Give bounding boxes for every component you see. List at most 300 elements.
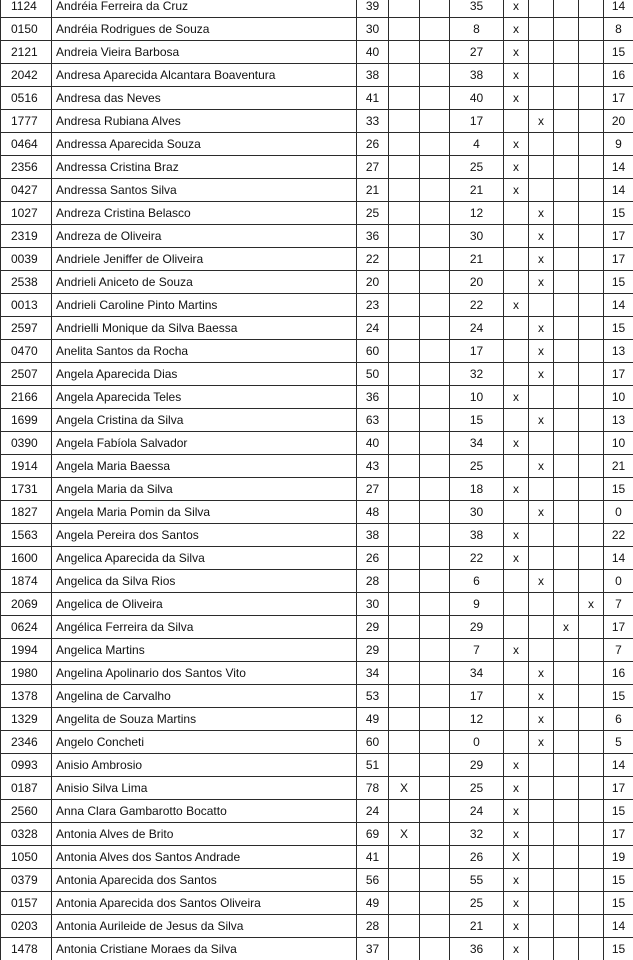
age-cell: 21	[357, 179, 389, 202]
record-code-cell: 1050	[1, 846, 52, 869]
mark-cell-4	[529, 777, 554, 800]
mark-cell-2	[420, 133, 450, 156]
table-row	[1, 0, 633, 18]
mark-cell-1	[389, 547, 420, 570]
table-row	[1, 869, 633, 892]
count-cell: 55	[450, 869, 504, 892]
record-code-cell: 0624	[1, 616, 52, 639]
record-code-cell: 1731	[1, 478, 52, 501]
count-cell: 30	[450, 501, 504, 524]
age-cell: 60	[357, 340, 389, 363]
person-name-cell: Angela Maria Pomin da Silva	[52, 501, 357, 524]
mark-cell-2	[420, 0, 450, 18]
mark-cell-1	[389, 593, 420, 616]
mark-cell-6	[579, 846, 604, 869]
mark-cell-4	[529, 639, 554, 662]
mark-cell-4: x	[529, 570, 554, 593]
mark-cell-2	[420, 87, 450, 110]
total-cell: 14	[604, 179, 633, 202]
table-row	[1, 915, 633, 938]
mark-cell-3: x	[504, 938, 529, 960]
age-cell: 27	[357, 156, 389, 179]
table-row	[1, 317, 633, 340]
mark-cell-1	[389, 915, 420, 938]
mark-cell-6	[579, 432, 604, 455]
mark-cell-2	[420, 547, 450, 570]
table-row	[1, 133, 633, 156]
mark-cell-3	[504, 317, 529, 340]
total-cell: 15	[604, 800, 633, 823]
age-cell: 37	[357, 938, 389, 960]
mark-cell-3: x	[504, 87, 529, 110]
age-cell: 26	[357, 547, 389, 570]
record-code-cell: 2538	[1, 271, 52, 294]
total-cell: 7	[604, 639, 633, 662]
mark-cell-6	[579, 18, 604, 41]
mark-cell-6	[579, 294, 604, 317]
mark-cell-3: x	[504, 294, 529, 317]
mark-cell-5	[554, 915, 579, 938]
person-name-cell: Antonia Alves de Brito	[52, 823, 357, 846]
person-name-cell: Andrieli Caroline Pinto Martins	[52, 294, 357, 317]
mark-cell-6	[579, 133, 604, 156]
person-name-cell: Angélica Ferreira da Silva	[52, 616, 357, 639]
count-cell: 8	[450, 18, 504, 41]
mark-cell-5	[554, 64, 579, 87]
total-cell: 17	[604, 777, 633, 800]
mark-cell-1	[389, 455, 420, 478]
mark-cell-5	[554, 547, 579, 570]
mark-cell-3	[504, 363, 529, 386]
mark-cell-1	[389, 133, 420, 156]
table-row	[1, 685, 633, 708]
mark-cell-4	[529, 64, 554, 87]
mark-cell-6	[579, 501, 604, 524]
record-code-cell: 2346	[1, 731, 52, 754]
total-cell: 14	[604, 547, 633, 570]
age-cell: 34	[357, 662, 389, 685]
person-name-cell: Andressa Santos Silva	[52, 179, 357, 202]
mark-cell-5	[554, 777, 579, 800]
mark-cell-6	[579, 156, 604, 179]
mark-cell-3: x	[504, 915, 529, 938]
mark-cell-5	[554, 593, 579, 616]
mark-cell-6	[579, 892, 604, 915]
total-cell: 15	[604, 892, 633, 915]
mark-cell-4	[529, 593, 554, 616]
age-cell: 39	[357, 0, 389, 18]
mark-cell-6	[579, 570, 604, 593]
person-name-cell: Anisio Silva Lima	[52, 777, 357, 800]
mark-cell-3	[504, 110, 529, 133]
total-cell: 16	[604, 662, 633, 685]
mark-cell-2	[420, 685, 450, 708]
table-row	[1, 777, 633, 800]
mark-cell-4	[529, 754, 554, 777]
record-code-cell: 0516	[1, 87, 52, 110]
mark-cell-2	[420, 823, 450, 846]
count-cell: 38	[450, 64, 504, 87]
mark-cell-6	[579, 271, 604, 294]
total-cell: 8	[604, 18, 633, 41]
table-row	[1, 593, 633, 616]
record-code-cell: 0150	[1, 18, 52, 41]
mark-cell-6	[579, 478, 604, 501]
mark-cell-2	[420, 501, 450, 524]
mark-cell-2	[420, 202, 450, 225]
table-row	[1, 409, 633, 432]
mark-cell-1	[389, 156, 420, 179]
person-name-cell: Anelita Santos da Rocha	[52, 340, 357, 363]
person-name-cell: Andréia Ferreira da Cruz	[52, 0, 357, 18]
record-code-cell: 0993	[1, 754, 52, 777]
mark-cell-5	[554, 846, 579, 869]
age-cell: 41	[357, 87, 389, 110]
mark-cell-3	[504, 340, 529, 363]
person-name-cell: Andriele Jeniffer de Oliveira	[52, 248, 357, 271]
record-code-cell: 0328	[1, 823, 52, 846]
count-cell: 22	[450, 294, 504, 317]
age-cell: 48	[357, 501, 389, 524]
person-name-cell: Anisio Ambrosio	[52, 754, 357, 777]
record-code-cell: 0470	[1, 340, 52, 363]
age-cell: 69	[357, 823, 389, 846]
mark-cell-1	[389, 41, 420, 64]
mark-cell-4	[529, 823, 554, 846]
record-code-cell: 1378	[1, 685, 52, 708]
mark-cell-1	[389, 754, 420, 777]
person-name-cell: Angelica de Oliveira	[52, 593, 357, 616]
mark-cell-2	[420, 800, 450, 823]
count-cell: 21	[450, 915, 504, 938]
mark-cell-6	[579, 616, 604, 639]
total-cell: 0	[604, 501, 633, 524]
mark-cell-2	[420, 777, 450, 800]
mark-cell-6	[579, 409, 604, 432]
total-cell: 17	[604, 823, 633, 846]
mark-cell-5	[554, 478, 579, 501]
mark-cell-2	[420, 616, 450, 639]
age-cell: 51	[357, 754, 389, 777]
mark-cell-3	[504, 271, 529, 294]
mark-cell-6	[579, 915, 604, 938]
table-row	[1, 87, 633, 110]
count-cell: 32	[450, 823, 504, 846]
age-cell: 36	[357, 386, 389, 409]
record-code-cell: 1914	[1, 455, 52, 478]
count-cell: 29	[450, 616, 504, 639]
mark-cell-4: x	[529, 731, 554, 754]
record-code-cell: 1124	[1, 0, 52, 18]
mark-cell-6	[579, 777, 604, 800]
mark-cell-3	[504, 225, 529, 248]
mark-cell-3	[504, 708, 529, 731]
table-row	[1, 41, 633, 64]
count-cell: 21	[450, 179, 504, 202]
age-cell: 40	[357, 41, 389, 64]
mark-cell-1	[389, 248, 420, 271]
mark-cell-3: x	[504, 156, 529, 179]
mark-cell-1	[389, 271, 420, 294]
mark-cell-6	[579, 340, 604, 363]
mark-cell-4	[529, 41, 554, 64]
mark-cell-5	[554, 662, 579, 685]
table-row	[1, 18, 633, 41]
mark-cell-4: x	[529, 317, 554, 340]
count-cell: 12	[450, 708, 504, 731]
person-name-cell: Andreza Cristina Belasco	[52, 202, 357, 225]
table-row	[1, 547, 633, 570]
mark-cell-6	[579, 248, 604, 271]
mark-cell-6	[579, 708, 604, 731]
mark-cell-6	[579, 179, 604, 202]
table-row	[1, 800, 633, 823]
person-name-cell: Andressa Cristina Braz	[52, 156, 357, 179]
mark-cell-3: x	[504, 64, 529, 87]
person-name-cell: Andreza de Oliveira	[52, 225, 357, 248]
mark-cell-6	[579, 823, 604, 846]
mark-cell-1	[389, 363, 420, 386]
mark-cell-2	[420, 869, 450, 892]
mark-cell-3: x	[504, 179, 529, 202]
age-cell: 30	[357, 18, 389, 41]
record-code-cell: 1699	[1, 409, 52, 432]
total-cell: 20	[604, 110, 633, 133]
person-name-cell: Andrielli Monique da Silva Baessa	[52, 317, 357, 340]
count-cell: 26	[450, 846, 504, 869]
table-row	[1, 754, 633, 777]
mark-cell-3: x	[504, 869, 529, 892]
mark-cell-5	[554, 41, 579, 64]
mark-cell-3	[504, 685, 529, 708]
record-code-cell: 0157	[1, 892, 52, 915]
mark-cell-5	[554, 225, 579, 248]
person-name-cell: Angelina de Carvalho	[52, 685, 357, 708]
total-cell: 9	[604, 133, 633, 156]
total-cell: 16	[604, 64, 633, 87]
count-cell: 15	[450, 409, 504, 432]
record-code-cell: 1563	[1, 524, 52, 547]
mark-cell-5	[554, 501, 579, 524]
count-cell: 38	[450, 524, 504, 547]
mark-cell-2	[420, 915, 450, 938]
mark-cell-1	[389, 64, 420, 87]
count-cell: 30	[450, 225, 504, 248]
mark-cell-1	[389, 708, 420, 731]
mark-cell-4	[529, 156, 554, 179]
age-cell: 41	[357, 846, 389, 869]
mark-cell-3	[504, 455, 529, 478]
mark-cell-1	[389, 110, 420, 133]
record-code-cell: 1994	[1, 639, 52, 662]
mark-cell-4	[529, 616, 554, 639]
mark-cell-3: x	[504, 547, 529, 570]
mark-cell-3: x	[504, 754, 529, 777]
mark-cell-6	[579, 455, 604, 478]
mark-cell-1	[389, 340, 420, 363]
person-name-cell: Angelica Aparecida da Silva	[52, 547, 357, 570]
total-cell: 22	[604, 524, 633, 547]
count-cell: 25	[450, 892, 504, 915]
mark-cell-2	[420, 317, 450, 340]
mark-cell-5	[554, 570, 579, 593]
mark-cell-6	[579, 869, 604, 892]
mark-cell-4	[529, 294, 554, 317]
count-cell: 25	[450, 777, 504, 800]
mark-cell-4: x	[529, 455, 554, 478]
record-code-cell: 0379	[1, 869, 52, 892]
person-name-cell: Angela Maria Baessa	[52, 455, 357, 478]
mark-cell-1	[389, 892, 420, 915]
mark-cell-5	[554, 87, 579, 110]
mark-cell-1	[389, 409, 420, 432]
mark-cell-6	[579, 524, 604, 547]
age-cell: 24	[357, 800, 389, 823]
age-cell: 27	[357, 478, 389, 501]
mark-cell-3	[504, 662, 529, 685]
record-code-cell: 0464	[1, 133, 52, 156]
table-row	[1, 225, 633, 248]
total-cell: 13	[604, 340, 633, 363]
mark-cell-5	[554, 731, 579, 754]
mark-cell-5: x	[554, 616, 579, 639]
total-cell: 14	[604, 0, 633, 18]
mark-cell-1: X	[389, 823, 420, 846]
mark-cell-6	[579, 110, 604, 133]
mark-cell-4: x	[529, 248, 554, 271]
total-cell: 17	[604, 225, 633, 248]
mark-cell-5	[554, 110, 579, 133]
count-cell: 32	[450, 363, 504, 386]
count-cell: 10	[450, 386, 504, 409]
mark-cell-1	[389, 432, 420, 455]
mark-cell-4	[529, 846, 554, 869]
table-row	[1, 64, 633, 87]
count-cell: 20	[450, 271, 504, 294]
table-row	[1, 892, 633, 915]
mark-cell-5	[554, 386, 579, 409]
count-cell: 7	[450, 639, 504, 662]
mark-cell-2	[420, 432, 450, 455]
mark-cell-2	[420, 363, 450, 386]
person-name-cell: Andresa Rubiana Alves	[52, 110, 357, 133]
table-row	[1, 271, 633, 294]
age-cell: 78	[357, 777, 389, 800]
table-row	[1, 478, 633, 501]
mark-cell-3: x	[504, 478, 529, 501]
mark-cell-3	[504, 570, 529, 593]
mark-cell-4	[529, 0, 554, 18]
mark-cell-4	[529, 800, 554, 823]
mark-cell-3: x	[504, 800, 529, 823]
mark-cell-2	[420, 248, 450, 271]
mark-cell-5	[554, 639, 579, 662]
count-cell: 24	[450, 800, 504, 823]
mark-cell-3: x	[504, 892, 529, 915]
table-row	[1, 156, 633, 179]
record-code-cell: 1827	[1, 501, 52, 524]
mark-cell-4: x	[529, 202, 554, 225]
table-row	[1, 938, 633, 960]
person-name-cell: Andreia Vieira Barbosa	[52, 41, 357, 64]
mark-cell-1	[389, 317, 420, 340]
table-row	[1, 524, 633, 547]
total-cell: 15	[604, 202, 633, 225]
mark-cell-5	[554, 133, 579, 156]
count-cell: 18	[450, 478, 504, 501]
record-code-cell: 1329	[1, 708, 52, 731]
age-cell: 38	[357, 64, 389, 87]
count-cell: 27	[450, 41, 504, 64]
age-cell: 56	[357, 869, 389, 892]
person-name-cell: Angela Aparecida Teles	[52, 386, 357, 409]
mark-cell-2	[420, 271, 450, 294]
age-cell: 40	[357, 432, 389, 455]
mark-cell-2	[420, 64, 450, 87]
age-cell: 26	[357, 133, 389, 156]
total-cell: 6	[604, 708, 633, 731]
mark-cell-6	[579, 639, 604, 662]
mark-cell-2	[420, 455, 450, 478]
mark-cell-1	[389, 846, 420, 869]
total-cell: 17	[604, 87, 633, 110]
record-code-cell: 1600	[1, 547, 52, 570]
count-cell: 21	[450, 248, 504, 271]
person-name-cell: Andresa das Neves	[52, 87, 357, 110]
mark-cell-4	[529, 547, 554, 570]
mark-cell-5	[554, 800, 579, 823]
mark-cell-6	[579, 386, 604, 409]
person-name-cell: Angela Cristina da Silva	[52, 409, 357, 432]
count-cell: 9	[450, 593, 504, 616]
mark-cell-3: x	[504, 823, 529, 846]
record-code-cell: 0187	[1, 777, 52, 800]
mark-cell-6	[579, 800, 604, 823]
mark-cell-1	[389, 800, 420, 823]
mark-cell-1	[389, 87, 420, 110]
person-name-cell: Antonia Aparecida dos Santos Oliveira	[52, 892, 357, 915]
mark-cell-5	[554, 363, 579, 386]
mark-cell-2	[420, 708, 450, 731]
count-cell: 24	[450, 317, 504, 340]
total-cell: 14	[604, 915, 633, 938]
mark-cell-5	[554, 685, 579, 708]
total-cell: 15	[604, 938, 633, 960]
record-code-cell: 0427	[1, 179, 52, 202]
age-cell: 29	[357, 616, 389, 639]
mark-cell-3: X	[504, 846, 529, 869]
mark-cell-1	[389, 570, 420, 593]
age-cell: 63	[357, 409, 389, 432]
mark-cell-4: x	[529, 662, 554, 685]
mark-cell-1	[389, 869, 420, 892]
mark-cell-2	[420, 41, 450, 64]
mark-cell-1	[389, 225, 420, 248]
mark-cell-4: x	[529, 708, 554, 731]
mark-cell-6	[579, 547, 604, 570]
mark-cell-4	[529, 478, 554, 501]
table-row	[1, 340, 633, 363]
mark-cell-5	[554, 432, 579, 455]
mark-cell-5	[554, 317, 579, 340]
mark-cell-3: x	[504, 18, 529, 41]
mark-cell-1	[389, 731, 420, 754]
mark-cell-2	[420, 478, 450, 501]
age-cell: 28	[357, 915, 389, 938]
mark-cell-1	[389, 18, 420, 41]
age-cell: 43	[357, 455, 389, 478]
record-code-cell: 2319	[1, 225, 52, 248]
